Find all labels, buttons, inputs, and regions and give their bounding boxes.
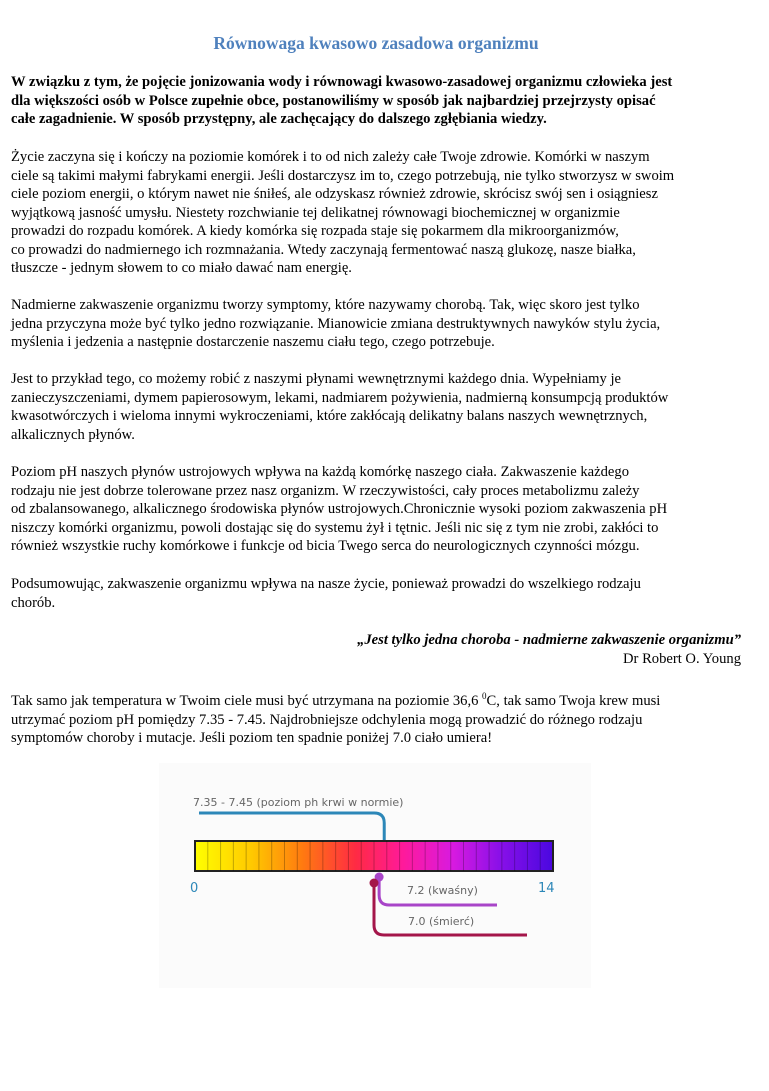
paragraph-line: Życie zaczyna się i kończy na poziomie komórek i to od nich zależy całe Twoje zdrowie. Komórki w naszym	[11, 149, 650, 165]
paragraph-line: Nadmierne zakwaszenie organizmu tworzy symptomy, które nazywamy chorobą. Tak, więc skoro jest tylko	[11, 297, 640, 313]
death-marker-dot	[370, 879, 379, 888]
text-segment: Tak samo jak temperatura w Twoim ciele musi być utrzymana na poziomie 36,6	[11, 693, 483, 709]
intro-line: dla większości osób w Polsce zupełnie obce, postanowiliśmy w sposób jak najbardziej przejrzysty opisać	[11, 92, 656, 109]
paragraph-line: tłuszcze - jednym słowem to co miało dawać nam energię.	[11, 260, 352, 276]
paragraph-summary	[11, 575, 741, 612]
paragraph-line: kwasotwórczych i wieloma innymi wykroczeniami, które zakłócają delikatny balans naszych wewnętrznych,	[11, 408, 648, 424]
paragraph-line: zanieczyszczeniami, dymem papierosowym, lekami, nadmiarem pożywienia, nadmierną konsumpcją produktów	[11, 389, 669, 406]
death-label: 7.0 (śmierć)	[408, 915, 475, 928]
paragraph-ph-level	[11, 463, 741, 556]
paragraph-line: Podsumowując, zakwaszenie organizmu wpływa na nasze życie, ponieważ prowadzi do wszelkiego rodzaju	[11, 576, 641, 592]
page-title: Równowaga kwasowo zasadowa organizmu	[213, 33, 539, 53]
paragraph-line: również wszystkie ruchy komórkowe i funkcje od bicia Twego serca do neurologicznych czynności mózgu.	[11, 538, 640, 554]
paragraph-line: niszczy komórki organizmu, powoli dostając się do systemu żył i tętnic. Jeśli nic się z tym nie zrobi, zakłóci to	[11, 519, 659, 536]
paragraph-line: prowadzi do rozpadu komórek. A kiedy komórka się rozpada staje się pokarmem dla mikroorganizmów,	[11, 223, 619, 239]
paragraph-line: jedna przyczyna może być tylko jedno rozwiązanie. Mianowicie zmiana destruktywnych nawyków stylu życia,	[11, 315, 661, 332]
quote-author: Dr Robert O. Young	[623, 650, 741, 667]
paragraph-fluids	[11, 370, 741, 444]
paragraph-temperature	[11, 687, 741, 748]
paragraph-line: rodzaju nie jest dobrze tolerowane przez nasz organizm. W rzeczywistości, cały proces metabolizmu zależy	[11, 482, 640, 499]
paragraph-line: Poziom pH naszych płynów ustrojowych wpływa na każdą komórkę naszego ciała. Zakwaszenie każdego	[11, 464, 630, 480]
paragraph-line: alkalicznych płynów.	[11, 426, 135, 443]
paragraph-line: od zbalansowanego, alkalicznego środowiska płynów ustrojowych.Chronicznie wysoki poziom zakwaszenia pH	[11, 501, 668, 517]
acidic-label: 7.2 (kwaśny)	[407, 884, 478, 897]
ph-scale-svg	[159, 763, 591, 988]
quote-text: „Jest tylko jedna choroba - nadmierne zakwaszenie organizmu”	[357, 632, 741, 648]
quote-block	[11, 631, 741, 668]
paragraph-acidification	[11, 296, 741, 352]
scale-max-label: 14	[538, 881, 555, 896]
paragraph-line: wyjątkową jasność umysłu. Niestety rozchwianie tej delikatnej równowagi biochemicznej w organizmie	[11, 204, 620, 221]
superscript: 0	[482, 691, 487, 701]
paragraph-cells	[11, 148, 741, 278]
intro-line: W związku z tym, że pojęcie jonizowania wody i równowagi kwasowo-zasadowej organizmu człowieka jest	[11, 74, 673, 90]
ph-scale-bar	[195, 841, 553, 871]
scale-min-label: 0	[190, 881, 199, 896]
paragraph-line: ciele poziom energii, o którym nawet nie śniłeś, ale odzyskasz również zdrowie, skrócisz swój sen i osiągniesz	[11, 186, 658, 202]
text-segment: C, tak samo Twoja krew musi	[486, 693, 661, 709]
paragraph-line	[11, 687, 741, 711]
paragraph-line: ciele są takimi małymi fabrykami energii. Jeśli dostarczysz im to, czego potrzebują, nie tylko stworzysz w swoim	[11, 167, 675, 184]
ph-scale-figure	[159, 763, 591, 988]
paragraph-line: symptomów choroby i mutacje. Jeśli poziom ten spadnie poniżej 7.0 ciało umiera!	[11, 730, 493, 746]
paragraph-line: chorób.	[11, 594, 56, 611]
paragraph-line: utrzymać poziom pH pomiędzy 7.35 - 7.45. Najdrobniejsze odchylenia mogą prowadzić do różnego rodzaju	[11, 711, 643, 728]
normal-range-label: 7.35 - 7.45 (poziom ph krwi w normie)	[193, 796, 404, 809]
paragraph-line: Jest to przykład tego, co możemy robić z naszymi płynami wewnętrznymi każdego dnia. Wypełniamy je	[11, 371, 621, 387]
intro-line: całe zagadnienie. W sposób przystępny, ale zachęcający do dalszego zgłębiania wiedzy.	[11, 111, 547, 127]
intro-paragraph	[11, 73, 741, 129]
paragraph-line: myślenia i jedzenia a następnie dostarczenie naszemu ciału tego, czego potrzebuje.	[11, 334, 495, 350]
paragraph-line: co prowadzi do nadmiernego ich rozmnażania. Wtedy zaczynają fermentować naszą glukozę, nasze białka,	[11, 241, 636, 258]
